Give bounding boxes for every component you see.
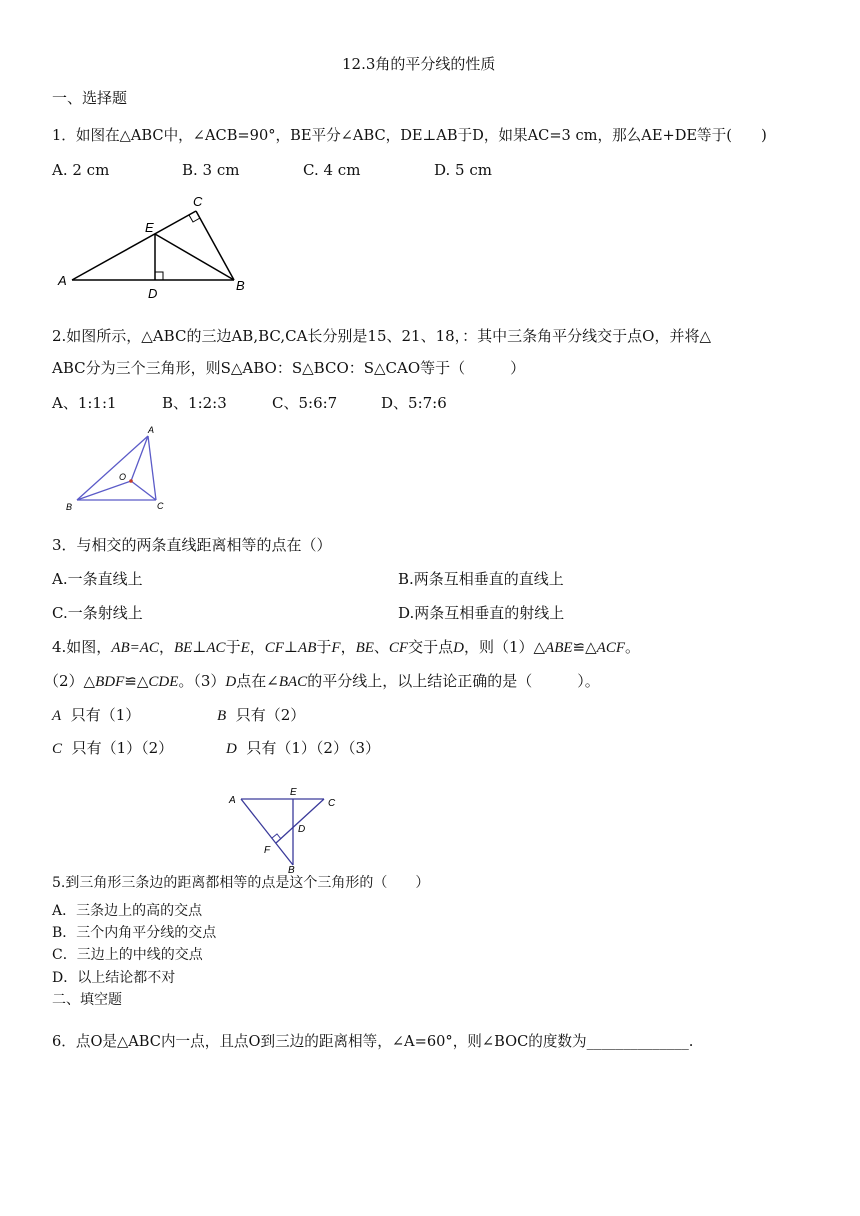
q4-math: D [225, 674, 237, 690]
q4-text: ，则（1）△ [463, 638, 546, 656]
q1-option-d[interactable]: D. 5 cm [434, 161, 492, 179]
q4-math: D [453, 640, 464, 656]
q4-option-c-text: 只有（1）（2） [71, 739, 174, 757]
q5-option-d[interactable]: D．以上结论都不对 [52, 970, 176, 986]
q4-text: ， [158, 638, 174, 656]
q4-option-d-text: 只有（1）（2）（3） [246, 739, 381, 757]
q4-text: 4.如图， [52, 638, 112, 656]
q4-text: 。 [625, 638, 641, 656]
q4-segment-cf [276, 799, 324, 843]
q4-math: BAC [278, 674, 308, 690]
section-heading-choice: 一、选择题 [52, 89, 128, 107]
q4-text: 。（3） [178, 672, 226, 690]
q4-math: CF⊥AB [264, 640, 317, 656]
q4-label-e: E [290, 787, 297, 798]
q4-math: ACF [596, 640, 625, 656]
q4-option-a-text: 只有（1） [70, 706, 141, 724]
q5-option-b[interactable]: B．三个内角平分线的交点 [52, 925, 217, 941]
q4-label-f: F [264, 845, 271, 856]
q4-option-c-letter: C [52, 741, 63, 757]
q3-option-a[interactable]: A.一条直线上 [52, 570, 143, 588]
q4-option-b-text: 只有（2） [235, 706, 306, 724]
q2-option-d[interactable]: D、5:7:6 [381, 394, 447, 412]
q4-text: ≌△ [572, 638, 597, 656]
q4-math: BE⊥AC [173, 640, 226, 656]
q4-math: BDF [95, 674, 125, 690]
q4-option-d-letter: D [226, 741, 237, 757]
q4-text: （2）△ [44, 672, 96, 690]
q1-option-c[interactable]: C. 4 cm [303, 161, 361, 179]
q1-label-a: A [58, 273, 67, 288]
q4-text: ， [249, 638, 265, 656]
q3-stem: 3．与相交的两条直线距离相等的点在（） [52, 536, 332, 554]
q4-text: 交于点 [408, 638, 454, 656]
q4-label-b: B [288, 865, 295, 876]
q4-math: AB=AC [111, 640, 159, 656]
q2-label-b: B [66, 502, 73, 512]
q4-math: CF [388, 640, 409, 656]
q3-option-c[interactable]: C.一条射线上 [52, 604, 143, 622]
q4-text: 于 [316, 638, 332, 656]
q4-label-a: A [229, 795, 236, 806]
q3-option-b[interactable]: B.两条互相垂直的直线上 [398, 570, 564, 588]
q1-label-d: D [148, 286, 158, 301]
q4-text: 的平分线上，以上结论正确的是（ ）。 [307, 672, 600, 690]
page-title: 12.3角的平分线的性质 [342, 55, 496, 73]
q3-option-d[interactable]: D.两条互相垂直的射线上 [398, 604, 565, 622]
q4-option-a-letter: A [52, 708, 62, 724]
q2-stem-line2: ABC分为三个三角形，则S△ABO：S△BCO：S△CAO等于（ ） [52, 359, 526, 377]
q4-text: ， [340, 638, 356, 656]
q4-text: 于 [225, 638, 241, 656]
q4-label-c: C [328, 798, 336, 809]
q6-answer-blank[interactable]: ______________ [586, 1033, 689, 1050]
q4-math: E [240, 640, 250, 656]
q2-label-a: A [148, 425, 155, 435]
q6-period: . [688, 1033, 694, 1050]
q1-label-b: B [236, 278, 245, 293]
q4-text: ≌△ [124, 672, 149, 690]
q5-stem: 5.到三角形三条边的距离都相等的点是这个三角形的（ ） [52, 875, 430, 891]
q1-option-a[interactable]: A. 2 cm [52, 161, 110, 179]
q4-math: F [331, 640, 341, 656]
q1-stem: 1．如图在△ABC中，∠ACB=90°，BE平分∠ABC，DE⊥AB于D，如果AC=3 cm，那么AE+DE等于( ) [52, 127, 767, 144]
q2-option-c[interactable]: C、5:6:7 [272, 394, 338, 412]
q4-right-angle-f [272, 834, 281, 839]
q5-option-a[interactable]: A．三条边上的高的交点 [52, 903, 203, 919]
q6-stem: 6．点O是△ABC内一点，且点O到三边的距离相等，∠A=60°，则∠BOC的度数为 [52, 1033, 587, 1050]
q1-label-e: E [145, 220, 154, 235]
q2-stem-line1: 2.如图所示，△ABC的三边AB,BC,CA长分别是15、21、18，：其中三条角平分线交于点O，并将△ [52, 327, 711, 345]
q2-label-o: O [119, 472, 127, 482]
q4-math: ABE [545, 640, 573, 656]
q2-option-a[interactable]: A、1:1:1 [52, 394, 117, 412]
q1-label-c: C [193, 194, 203, 209]
q4-text: 点在∠ [236, 672, 279, 690]
q2-label-c: C [157, 501, 164, 511]
q2-option-b[interactable]: B、1:2:3 [162, 394, 227, 412]
q4-text: 、 [373, 638, 389, 656]
q5-option-c[interactable]: C．三边上的中线的交点 [52, 947, 203, 963]
q6-line [52, 1032, 693, 1052]
q4-math: CDE [148, 674, 179, 690]
q1-option-b[interactable]: B. 3 cm [182, 161, 240, 179]
q4-option-b-letter: B [217, 708, 227, 724]
q4-math: BE [355, 640, 374, 656]
section-heading-fill: 二、填空题 [52, 992, 122, 1008]
q4-label-d: D [298, 824, 306, 835]
